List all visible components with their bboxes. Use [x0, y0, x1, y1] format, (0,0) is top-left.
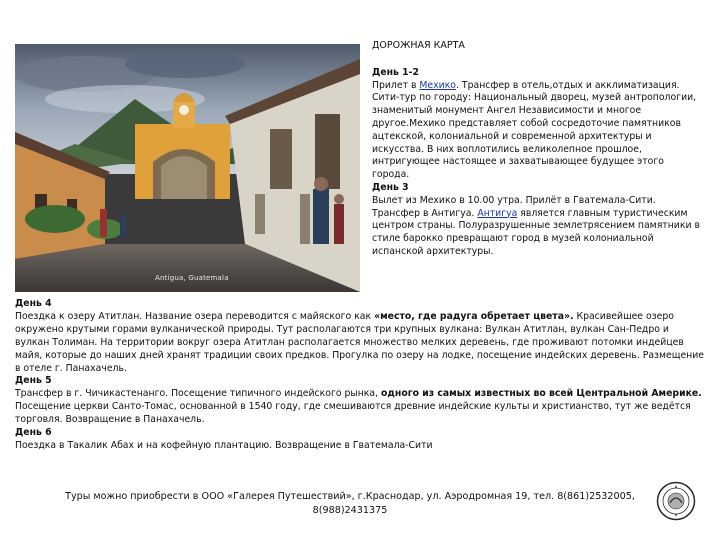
day-3-heading: День 3	[372, 181, 409, 193]
footer-contacts	[50, 490, 650, 518]
day-5-heading: День 5	[15, 375, 52, 387]
street-photo	[15, 44, 360, 292]
mexico-link[interactable]: Мехико	[419, 79, 456, 91]
day-5-text	[15, 388, 705, 427]
day-4-text	[15, 311, 705, 376]
day-6-text: Поездка в Такалик Абах и на кофейную плантацию. Возвращение в Гватемала-Сити	[15, 439, 433, 451]
day-4-heading: День 4	[15, 298, 52, 309]
day-1-2-heading: День 1-2	[372, 66, 419, 78]
day-6-heading: День 6	[15, 427, 52, 439]
footer-line-1: Туры можно приобрести в ООО «Галерея Путешествий», г.Краснодар, ул. Аэродромная 19, тел. 8(861)2532005,	[65, 491, 635, 502]
day-1-2-rest: . Трансфер в отель,отдых и акклиматизация. Сити-тур по городу: Национальный дворец, музей антропологии, знаменитый монумент Ангел Независимости и многое другое.Мехико представляет собой сосредоточие памятников ацтекской, колониальной и современной архитектуры и искусства. В них воплотились великолепное прошлое, интригующее настоящее и захватывающее будущее этого города.	[372, 79, 697, 181]
day-4-quote: «место, где радуга обретает цвета».	[374, 310, 574, 322]
company-seal-icon	[656, 481, 696, 521]
antigua-link[interactable]: Антигуа	[477, 207, 518, 219]
page-title: ДОРОЖНАЯ КАРТА	[372, 40, 465, 51]
day-4-text-2: Красивейшее озеро окружено крутыми горами вулканической природы. Тут располагаются три крупных вулкана: Вулкан Атитлан, вулкан Сан-Педро и вулкан Толиман. На территории вокруг озера Атитлан располагается множество мелких деревень, где проживают потомки индейцев майя, которые до наших дней хранят традиции своих предков. Прогулка по озеру на лодке, посещение индейских деревень. Размещение в отеле г. Панахачель.	[15, 310, 705, 374]
day-3-rest: является главным туристическим центром страны. Полуразрушенные землетрясением памятники в стиле барокко превращают город в музей колониальной испанской архитектуры.	[372, 207, 700, 257]
day-5-bold: одного из самых известных во всей Центральной Америке.	[381, 388, 702, 400]
day-4-text-1: Поездка к озеру Атитлан. Название озера переводится с майяского как	[15, 310, 375, 322]
day-5-text-1: Трансфер в г. Чичикастенанго. Посещение типичного индейского рынка,	[15, 388, 382, 400]
day-3-text	[372, 195, 702, 259]
day-1-2-prefix: Прилет в	[372, 79, 420, 91]
day-3-prefix: Вылет из Мехико в 10.00 утра. Прилёт в Гватемала-Сити. Трансфер в Антигуа.	[372, 194, 656, 219]
right-column	[372, 40, 702, 259]
day-1-2-text	[372, 80, 702, 182]
day-5-text-2: Посещение церкви Санто-Томас, основанной в 1540 году, где смешиваются древние индейские культы и христианство, тут же ведётся торговля. Возвращение в Панахачель.	[15, 401, 691, 426]
itinerary-body	[15, 298, 705, 453]
photo-caption: Antigua, Guatemala	[155, 274, 229, 282]
footer-line-2: 8(988)2431375	[312, 505, 388, 516]
antigua-street-image	[15, 44, 360, 292]
